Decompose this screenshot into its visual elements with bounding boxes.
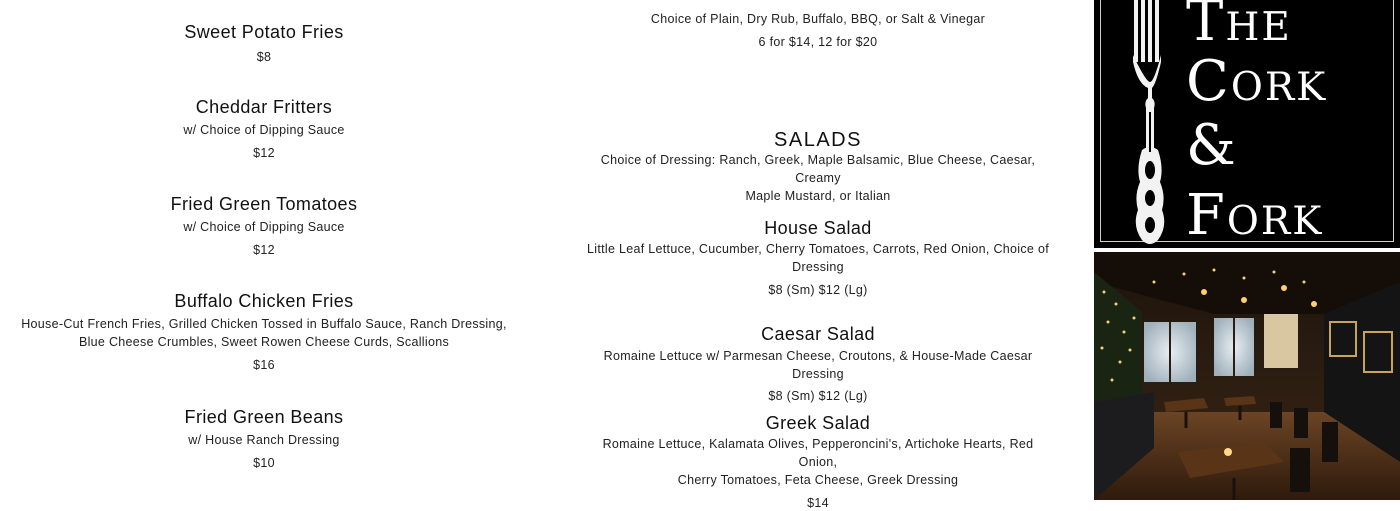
item-price: $14 bbox=[807, 496, 829, 510]
item-description: House-Cut French Fries, Grilled Chicken Tossed in Buffalo Sauce, Ranch Dressing, bbox=[21, 317, 507, 331]
menu-item bbox=[0, 194, 528, 258]
logo-text-cork: Cork bbox=[1186, 49, 1328, 114]
item-name: Sweet Potato Fries bbox=[184, 22, 344, 42]
menu-item bbox=[0, 291, 528, 373]
item-description: Dressing bbox=[792, 260, 844, 274]
item-description: w/ Choice of Dipping Sauce bbox=[183, 220, 345, 234]
restaurant-interior-photo bbox=[1094, 252, 1400, 500]
logo-text-ampersand: & bbox=[1186, 113, 1238, 178]
item-price: $12 bbox=[253, 243, 275, 257]
item-price: $10 bbox=[253, 456, 275, 470]
interior-illustration bbox=[1094, 252, 1400, 500]
section-title: SALADS bbox=[774, 129, 862, 151]
item-description: Little Leaf Lettuce, Cucumber, Cherry Tomatoes, Carrots, Red Onion, Choice of bbox=[587, 242, 1049, 256]
fork-icon bbox=[1128, 0, 1172, 248]
item-name: House Salad bbox=[764, 218, 872, 238]
item-description: Romaine Lettuce, Kalamata Olives, Pepperoncini's, Artichoke Hearts, Red Onion, bbox=[602, 437, 1034, 469]
restaurant-logo bbox=[1094, 0, 1400, 248]
item-price: $12 bbox=[253, 146, 275, 160]
item-name: Fried Green Tomatoes bbox=[170, 194, 358, 214]
logo-text-the: The bbox=[1186, 0, 1292, 54]
item-name: Cheddar Fritters bbox=[195, 97, 333, 117]
item-description: w/ Choice of Dipping Sauce bbox=[183, 123, 345, 137]
dressing-options: Choice of Dressing: Ranch, Greek, Maple Balsamic, Blue Cheese, Caesar, Creamy bbox=[600, 153, 1036, 185]
wings-choices: Choice of Plain, Dry Rub, Buffalo, BBQ, or Salt & Vinegar bbox=[650, 12, 986, 26]
menu-item bbox=[582, 413, 1054, 511]
item-name: Buffalo Chicken Fries bbox=[174, 291, 354, 311]
item-price: $8 bbox=[256, 50, 272, 64]
menu-item bbox=[0, 22, 528, 65]
item-description: Blue Cheese Crumbles, Sweet Rowen Cheese Curds, Scallions bbox=[78, 335, 450, 349]
item-description: Romaine Lettuce w/ Parmesan Cheese, Croutons, & House-Made Caesar Dressing bbox=[603, 349, 1033, 381]
wings-details bbox=[582, 10, 1054, 50]
item-name: Greek Salad bbox=[765, 413, 871, 433]
logo-text-fork: Fork bbox=[1186, 183, 1324, 248]
item-price: $8 (Sm) $12 (Lg) bbox=[768, 389, 868, 403]
item-price: $8 (Sm) $12 (Lg) bbox=[768, 283, 868, 297]
item-name: Fried Green Beans bbox=[184, 407, 344, 427]
item-price: $16 bbox=[253, 358, 275, 372]
menu-item bbox=[0, 407, 528, 471]
item-name: Caesar Salad bbox=[761, 324, 875, 344]
item-description: w/ House Ranch Dressing bbox=[188, 433, 340, 447]
menu-item bbox=[582, 324, 1054, 404]
dressing-options: Maple Mustard, or Italian bbox=[745, 189, 891, 203]
item-description: Cherry Tomatoes, Feta Cheese, Greek Dressing bbox=[677, 473, 959, 487]
menu-item bbox=[582, 218, 1054, 298]
salads-section-header bbox=[582, 129, 1054, 205]
menu-item bbox=[0, 97, 528, 161]
wings-pricing: 6 for $14, 12 for $20 bbox=[758, 35, 878, 49]
